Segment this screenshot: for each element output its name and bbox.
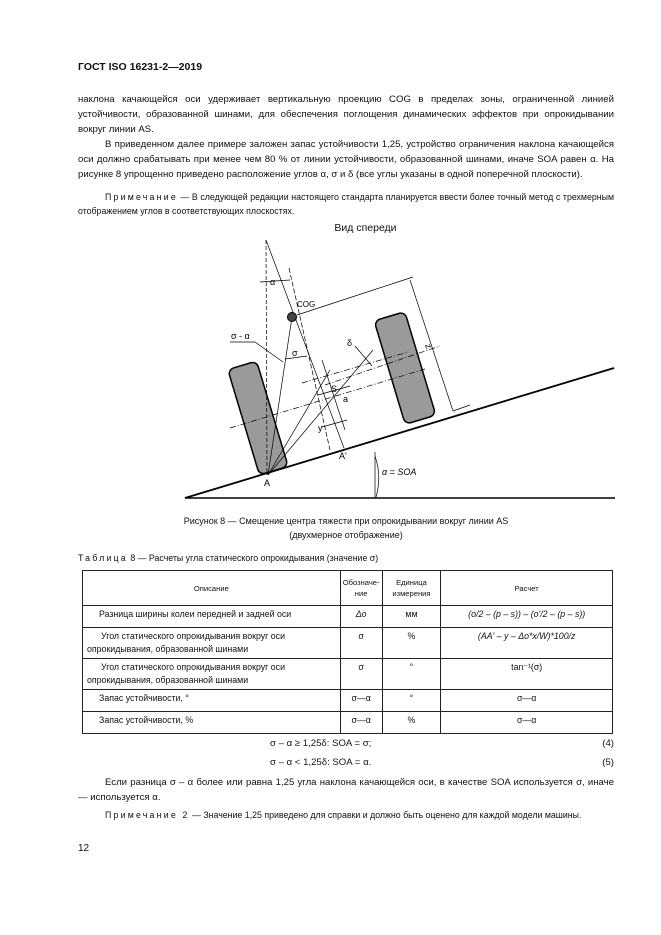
cell: °: [382, 690, 441, 712]
document-header: ГОСТ ISO 16231-2—2019: [78, 61, 203, 73]
cell: σ—α: [340, 690, 382, 712]
figure-title: Вид спереди: [334, 222, 397, 234]
paragraph-3: Если разница σ – α более или равна 1,25 угла наклона качающейся оси, в качестве SOA используется σ, иначе — используется α.: [78, 777, 614, 803]
cell: (AA' – y – Δo*x/W)*100/z: [441, 628, 613, 659]
cell: мм: [382, 606, 441, 628]
equation-formula: σ – α < 1,25δ: SOA = α.: [270, 757, 372, 768]
table-label: Таблица: [78, 553, 128, 563]
figure-caption: [78, 514, 614, 542]
cell: Запас устойчивости, %: [83, 712, 341, 734]
col-header-symbol: Обозначе-ние: [340, 571, 382, 606]
table-row: [83, 606, 613, 628]
label-delta: δ: [347, 338, 353, 348]
note-2: [78, 808, 614, 822]
cell: Угол статического опрокидывания вокруг оси опрокидывания, образованной шинами: [83, 628, 341, 659]
cell: Разница ширины колеи передней и задней оси: [83, 606, 341, 628]
table-8: [82, 570, 613, 734]
equation-formula: σ – α ≥ 1,25δ: SOA = σ;: [270, 738, 372, 749]
label-s: S: [331, 384, 338, 394]
col-header-unit: Единица измерения: [382, 571, 441, 606]
equation-number: (5): [602, 757, 614, 768]
note-label: Примечание: [105, 192, 178, 202]
label-point-a-prime: A': [339, 451, 347, 461]
label-cog: COG: [297, 300, 316, 309]
equation-4: [78, 738, 614, 753]
cog-point: [288, 313, 297, 322]
cell: °: [382, 659, 441, 690]
table-row: [83, 690, 613, 712]
left-wheel: [228, 361, 288, 475]
label-y: y: [318, 423, 323, 433]
cell: %: [382, 712, 441, 734]
note-label: Примечание 2: [105, 810, 190, 820]
table-row: [83, 712, 613, 734]
paragraph-2: В приведенном далее примере заложен запас устойчивости 1,25, устройство ограничения наклона качающейся оси должно срабатывать при менее чем 80 % от линии устойчивости, образованной шинами, иначе SOA равен α. На рисунке 8 упрощенно приведено расположение углов α, σ и δ (все углы указаны в одной поперечной плоскости).: [78, 139, 614, 180]
cell: σ—α: [340, 712, 382, 734]
paragraph-1: наклона качающейся оси удерживает вертикальную проекцию COG в пределах зоны, ограниченной линией устойчивости, образованной шинами, для обеспечения поглощения динамических эффектов при опрокидывании вокруг линии AS.: [78, 94, 614, 135]
table-header-row: [83, 571, 613, 606]
cell: σ: [340, 659, 382, 690]
cell: Δo: [340, 606, 382, 628]
table-row: [83, 659, 613, 690]
label-point-a: A: [264, 478, 271, 488]
label-a: a: [343, 394, 349, 404]
label-sigma-minus-alpha: σ - α: [231, 331, 250, 341]
equation-number: (4): [602, 738, 614, 749]
cell: Запас устойчивости, °: [83, 690, 341, 712]
cell: %: [382, 628, 441, 659]
col-header-description: Описание: [83, 571, 341, 606]
note-text: — Значение 1,25 приведено для справки и должно быть оценено для каждой модели машины.: [189, 810, 582, 820]
cell: Угол статического опрокидывания вокруг оси опрокидывания, образованной шинами: [83, 659, 341, 690]
label-alpha-soa: α = SOA: [382, 467, 417, 477]
cell: σ—α: [441, 712, 613, 734]
note-text: — В следующей редакции настоящего стандарта планируется ввести более точный метод с трехмерным отображением углов в соответствующих плоскостях.: [78, 192, 614, 216]
table-title-text: 8 — Расчеты угла статического опрокидывания (значение σ): [127, 553, 379, 563]
table-title: [78, 553, 378, 563]
cell: σ—α: [441, 690, 613, 712]
col-header-calculation: Расчет: [441, 571, 613, 606]
right-wheel: [374, 312, 436, 425]
equation-5: [78, 757, 614, 772]
label-z: z: [423, 342, 434, 350]
page-number: 12: [78, 843, 90, 854]
figure-caption-line1: Рисунок 8 — Смещение центра тяжести при опрокидывании вокруг линии AS: [183, 516, 509, 526]
cell: σ: [340, 628, 382, 659]
table-row: [83, 628, 613, 659]
cell: tan⁻¹(σ): [441, 659, 613, 690]
label-alpha: α: [270, 277, 276, 287]
cell: (o/2 – (p – s)) – (o'/2 – (p – s)): [441, 606, 613, 628]
label-sigma: σ: [292, 348, 298, 358]
figure-caption-line2: (двухмерное отображение): [289, 530, 403, 540]
